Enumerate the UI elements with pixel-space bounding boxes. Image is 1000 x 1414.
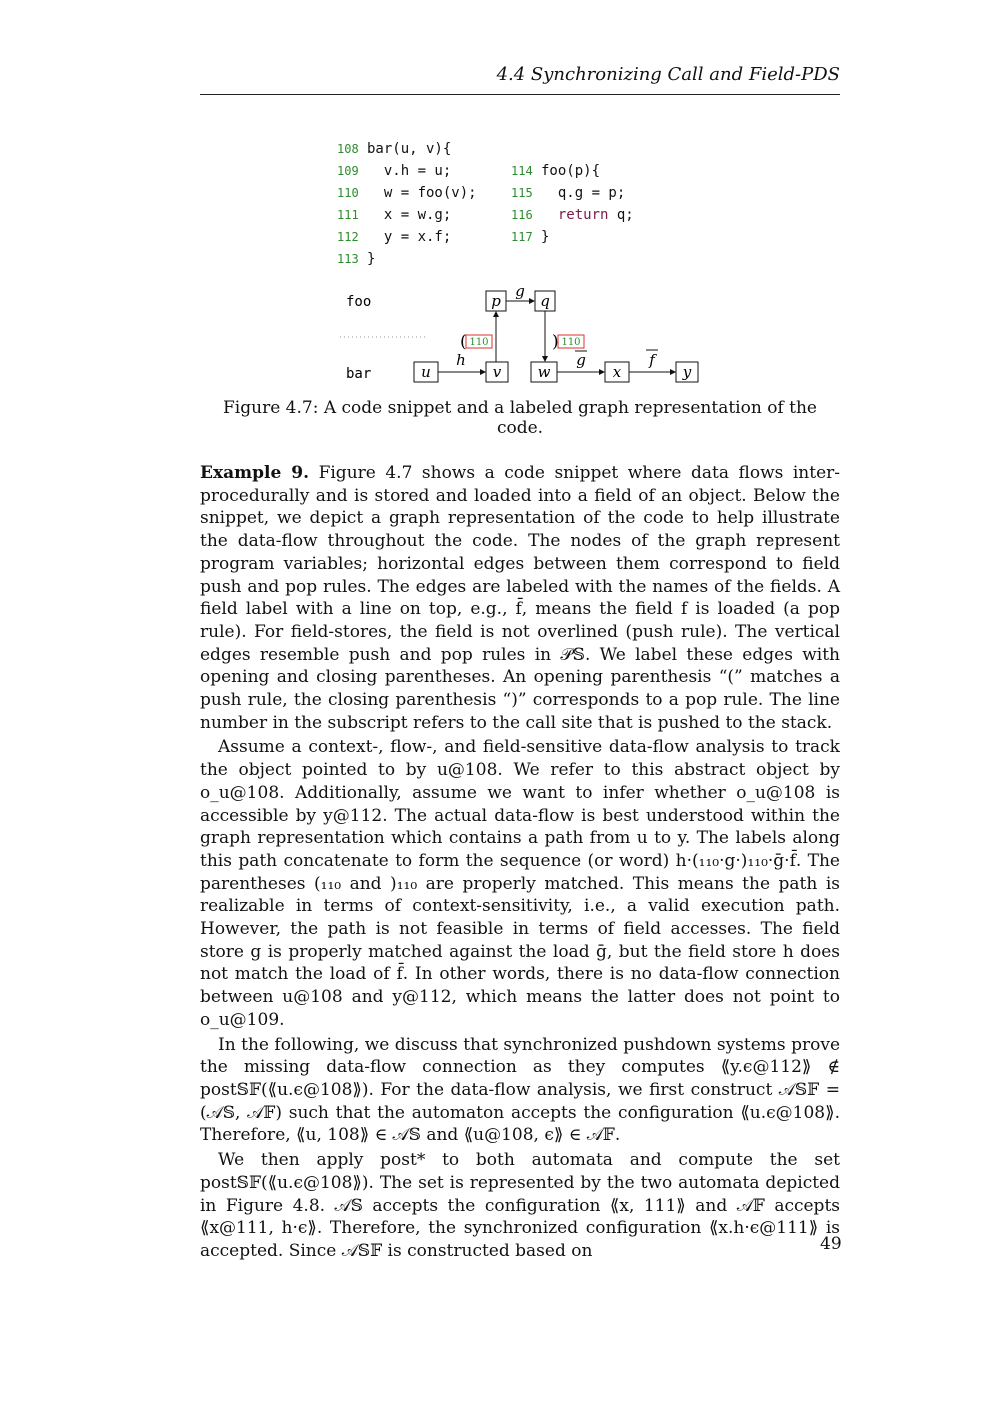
running-header [200,62,840,95]
code-line: 116 return q; [511,207,634,223]
figure-caption: Figure 4.7: A code snippet and a labeled graph representation of the code. [223,398,817,438]
row-label-foo: foo [346,294,372,310]
call-open-paren: ( [460,332,467,352]
node-label-u: u [421,363,431,381]
code-line: 109 v.h = u; [337,163,452,179]
node-label-y: y [682,363,692,381]
code-left-column [337,138,477,270]
paragraph: Example 9. Figure 4.7 shows a code snippet where data flows inter-procedurally and is stored and loaded into a field of an object. Below the snippet, we depict a graph representation of the code to help illustrate the data-flow throughout the code. The nodes of the graph represent program variables; horizontal edges between them correspond to field push and pop rules. The edges are labeled with the names of the fields. A field label with a line on top, e.g., f̄, means the field f is loaded (a pop rule). For field-stores, the field is not overlined (push rule). The vertical edges resemble push and pop rules in 𝒫𝕊. We label these edges with opening and closing parentheses. An opening parenthesis “(” matches a push rule, the closing parenthesis “)” corresponds to a pop rule. The line number in the subscript refers to the call site that is pushed to the stack. [200,463,841,733]
body-text [200,462,840,1263]
code-line: 117 } [511,229,550,245]
edge-label-gbar: g [576,351,586,369]
example-label: Example 9. [200,463,310,483]
code-line: 114 foo(p){ [511,163,601,179]
code-right-column [511,160,634,248]
node-label-x: x [612,363,622,381]
node-label-v: v [492,363,502,381]
code-line: 111 x = w.g; [337,207,452,223]
edge-label-fbar: f [649,351,655,369]
call-close-paren: ) [552,332,559,352]
edge-label-g: g [515,282,525,300]
code-line: 115 q.g = p; [511,185,626,201]
node-label-q: q [540,292,550,310]
edge-label-h: h [456,351,466,369]
node-label-w: w [537,363,551,381]
row-label-bar: bar [346,366,372,382]
code-line: 108 bar(u, v){ [337,141,452,157]
node-label-p: p [491,292,501,310]
paragraph: In the following, we discuss that synchronized pushdown systems prove the missing data-flow connection as they computes ⟪y.ϵ@112⟫ ∉ post𝕊𝔽(⟪u.ϵ@108⟫). For the data-flow analysis, we first construct 𝒜𝕊𝔽 = (𝒜𝕊, 𝒜𝔽) such that the automaton accepts the configuration ⟪u.ϵ@108⟫. Therefore, ⟪u, 108⟫ ∈ 𝒜𝕊 and ⟪u@108, ϵ⟫ ∈ 𝒜𝔽. [200,1034,840,1146]
code-line: 110 w = foo(v); [337,185,477,201]
running-title: 4.4 Synchronizing Call and Field-PDS [496,64,840,85]
call-site-close: 110 [561,337,581,348]
keyword-return: return [557,207,609,223]
code-line: 112 y = x.f; [337,229,452,245]
paragraph: We then apply post* to both automata and compute the set post𝕊𝔽(⟪u.ϵ@108⟫). The set is represented by the two automata depicted in Figure 4.8. 𝒜𝕊 accepts the configuration ⟪x, 111⟫ and 𝒜𝔽 accepts ⟪x@111, h·ϵ⟫. Therefore, the synchronized configuration ⟪x.h·ϵ@111⟫ is accepted. Since 𝒜𝕊𝔽 is constructed based on [200,1150,840,1261]
flow-graph [330,280,710,388]
page-number: 49 [820,1234,842,1254]
paragraph: Assume a context-, flow-, and field-sensitive data-flow analysis to track the object pointed to by u@108. We refer to this abstract object by o_u@108. Additionally, assume we want to infer whether o_u@108 is accessible by y@112. The actual data-flow is best understood within the graph representation which contains a path from u to y. The labels along this path concatenate to form the sequence (or word) h·(₁₁₀·g·)₁₁₀·ḡ·f̄. The parentheses (₁₁₀ and )₁₁₀ are properly matched. This means the path is realizable in terms of context-sensitivity, i.e., a valid execution path. However, the path is not feasible in terms of field accesses. The field store g is properly matched against the load ḡ, but the field store h does not match the load of f̄. In other words, there is no data-flow connection between u@108 and y@112, which means the latter does not point to o_u@109. [200,737,840,1030]
code-line: 113 } [337,251,376,267]
call-site-open: 110 [469,337,489,348]
